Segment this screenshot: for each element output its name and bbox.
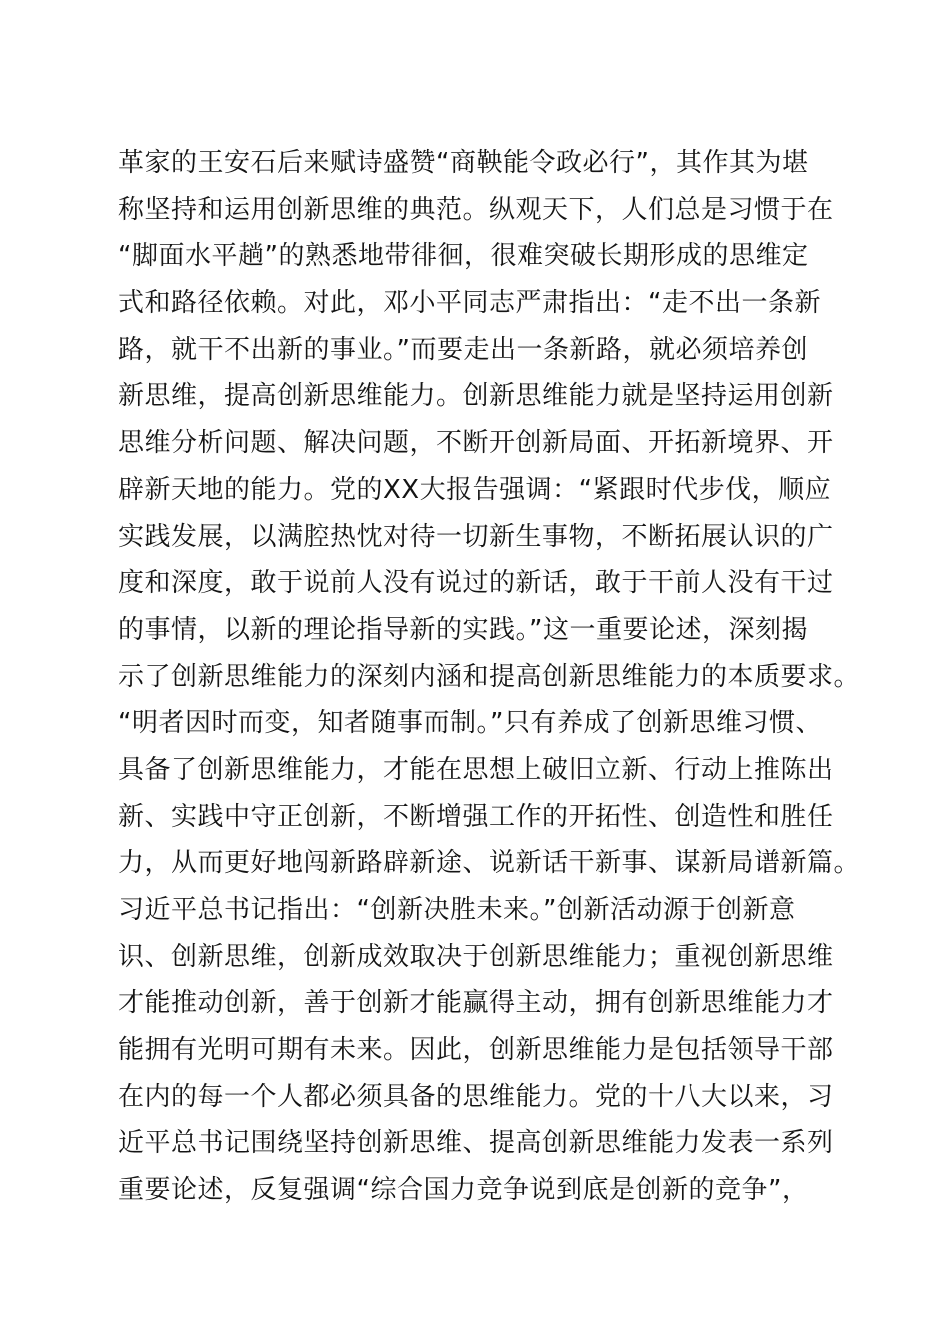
text-line: 近平总书记围绕坚持创新思维、提高创新思维能力发表一系列 xyxy=(118,1128,834,1159)
text-line: 式和路径依赖。对此，邓小平同志严肃指出：“走不出一条新 xyxy=(118,288,821,319)
text-line: 识、创新思维，创新成效取决于创新思维能力；重视创新思维 xyxy=(118,941,834,972)
text-line: “明者因时而变，知者随事而制。”只有养成了创新思维习惯、 xyxy=(118,708,822,739)
text-line: 的事情，以新的理论指导新的实践。”这一重要论述，深刻揭 xyxy=(118,614,808,645)
text-line: “脚面水平趟”的熟悉地带徘徊，很难突破长期形成的思维定 xyxy=(118,241,809,272)
text-line: 力，从而更好地闯新路辟新途、说新话干新事、谋新局谱新篇。 xyxy=(118,848,861,879)
text-line: 称坚持和运用创新思维的典范。纵观天下，人们总是习惯于在 xyxy=(118,194,834,225)
text-line: 思维分析问题、解决问题，不断开创新局面、开拓新境界、开 xyxy=(118,428,834,459)
text-line: 辟新天地的能力。党的XX大报告强调：“紧跟时代步伐，顺应 xyxy=(118,474,832,505)
text-line: 示了创新思维能力的深刻内涵和提高创新思维能力的本质要求。 xyxy=(118,661,861,692)
text-line: 实践发展，以满腔热忱对待一切新生事物，不断拓展认识的广 xyxy=(118,521,834,552)
text-line: 习近平总书记指出：“创新决胜未来。”创新活动源于创新意 xyxy=(118,895,796,925)
text-line: 新思维，提高创新思维能力。创新思维能力就是坚持运用创新 xyxy=(118,381,834,412)
text-line: 革家的王安石后来赋诗盛赞“商鞅能令政必行”，其作其为堪 xyxy=(118,148,809,178)
body-text xyxy=(118,140,861,1214)
text-line: 具备了创新思维能力，才能在思想上破旧立新、行动上推陈出 xyxy=(118,754,834,785)
text-line: 才能推动创新，善于创新才能赢得主动，拥有创新思维能力才 xyxy=(118,988,834,1019)
text-line: 重要论述，反复强调“综合国力竞争说到底是创新的竞争”， xyxy=(118,1175,809,1206)
text-line: 度和深度，敢于说前人没有说过的新话，敢于干前人没有干过 xyxy=(118,568,834,599)
text-line: 新、实践中守正创新，不断增强工作的开拓性、创造性和胜任 xyxy=(118,801,834,832)
text-line: 路，就干不出新的事业。”而要走出一条新路，就必须培养创 xyxy=(118,334,808,365)
text-line: 在内的每一个人都必须具备的思维能力。党的十八大以来，习 xyxy=(118,1081,834,1112)
text-line: 能拥有光明可期有未来。因此，创新思维能力是包括领导干部 xyxy=(118,1035,834,1066)
